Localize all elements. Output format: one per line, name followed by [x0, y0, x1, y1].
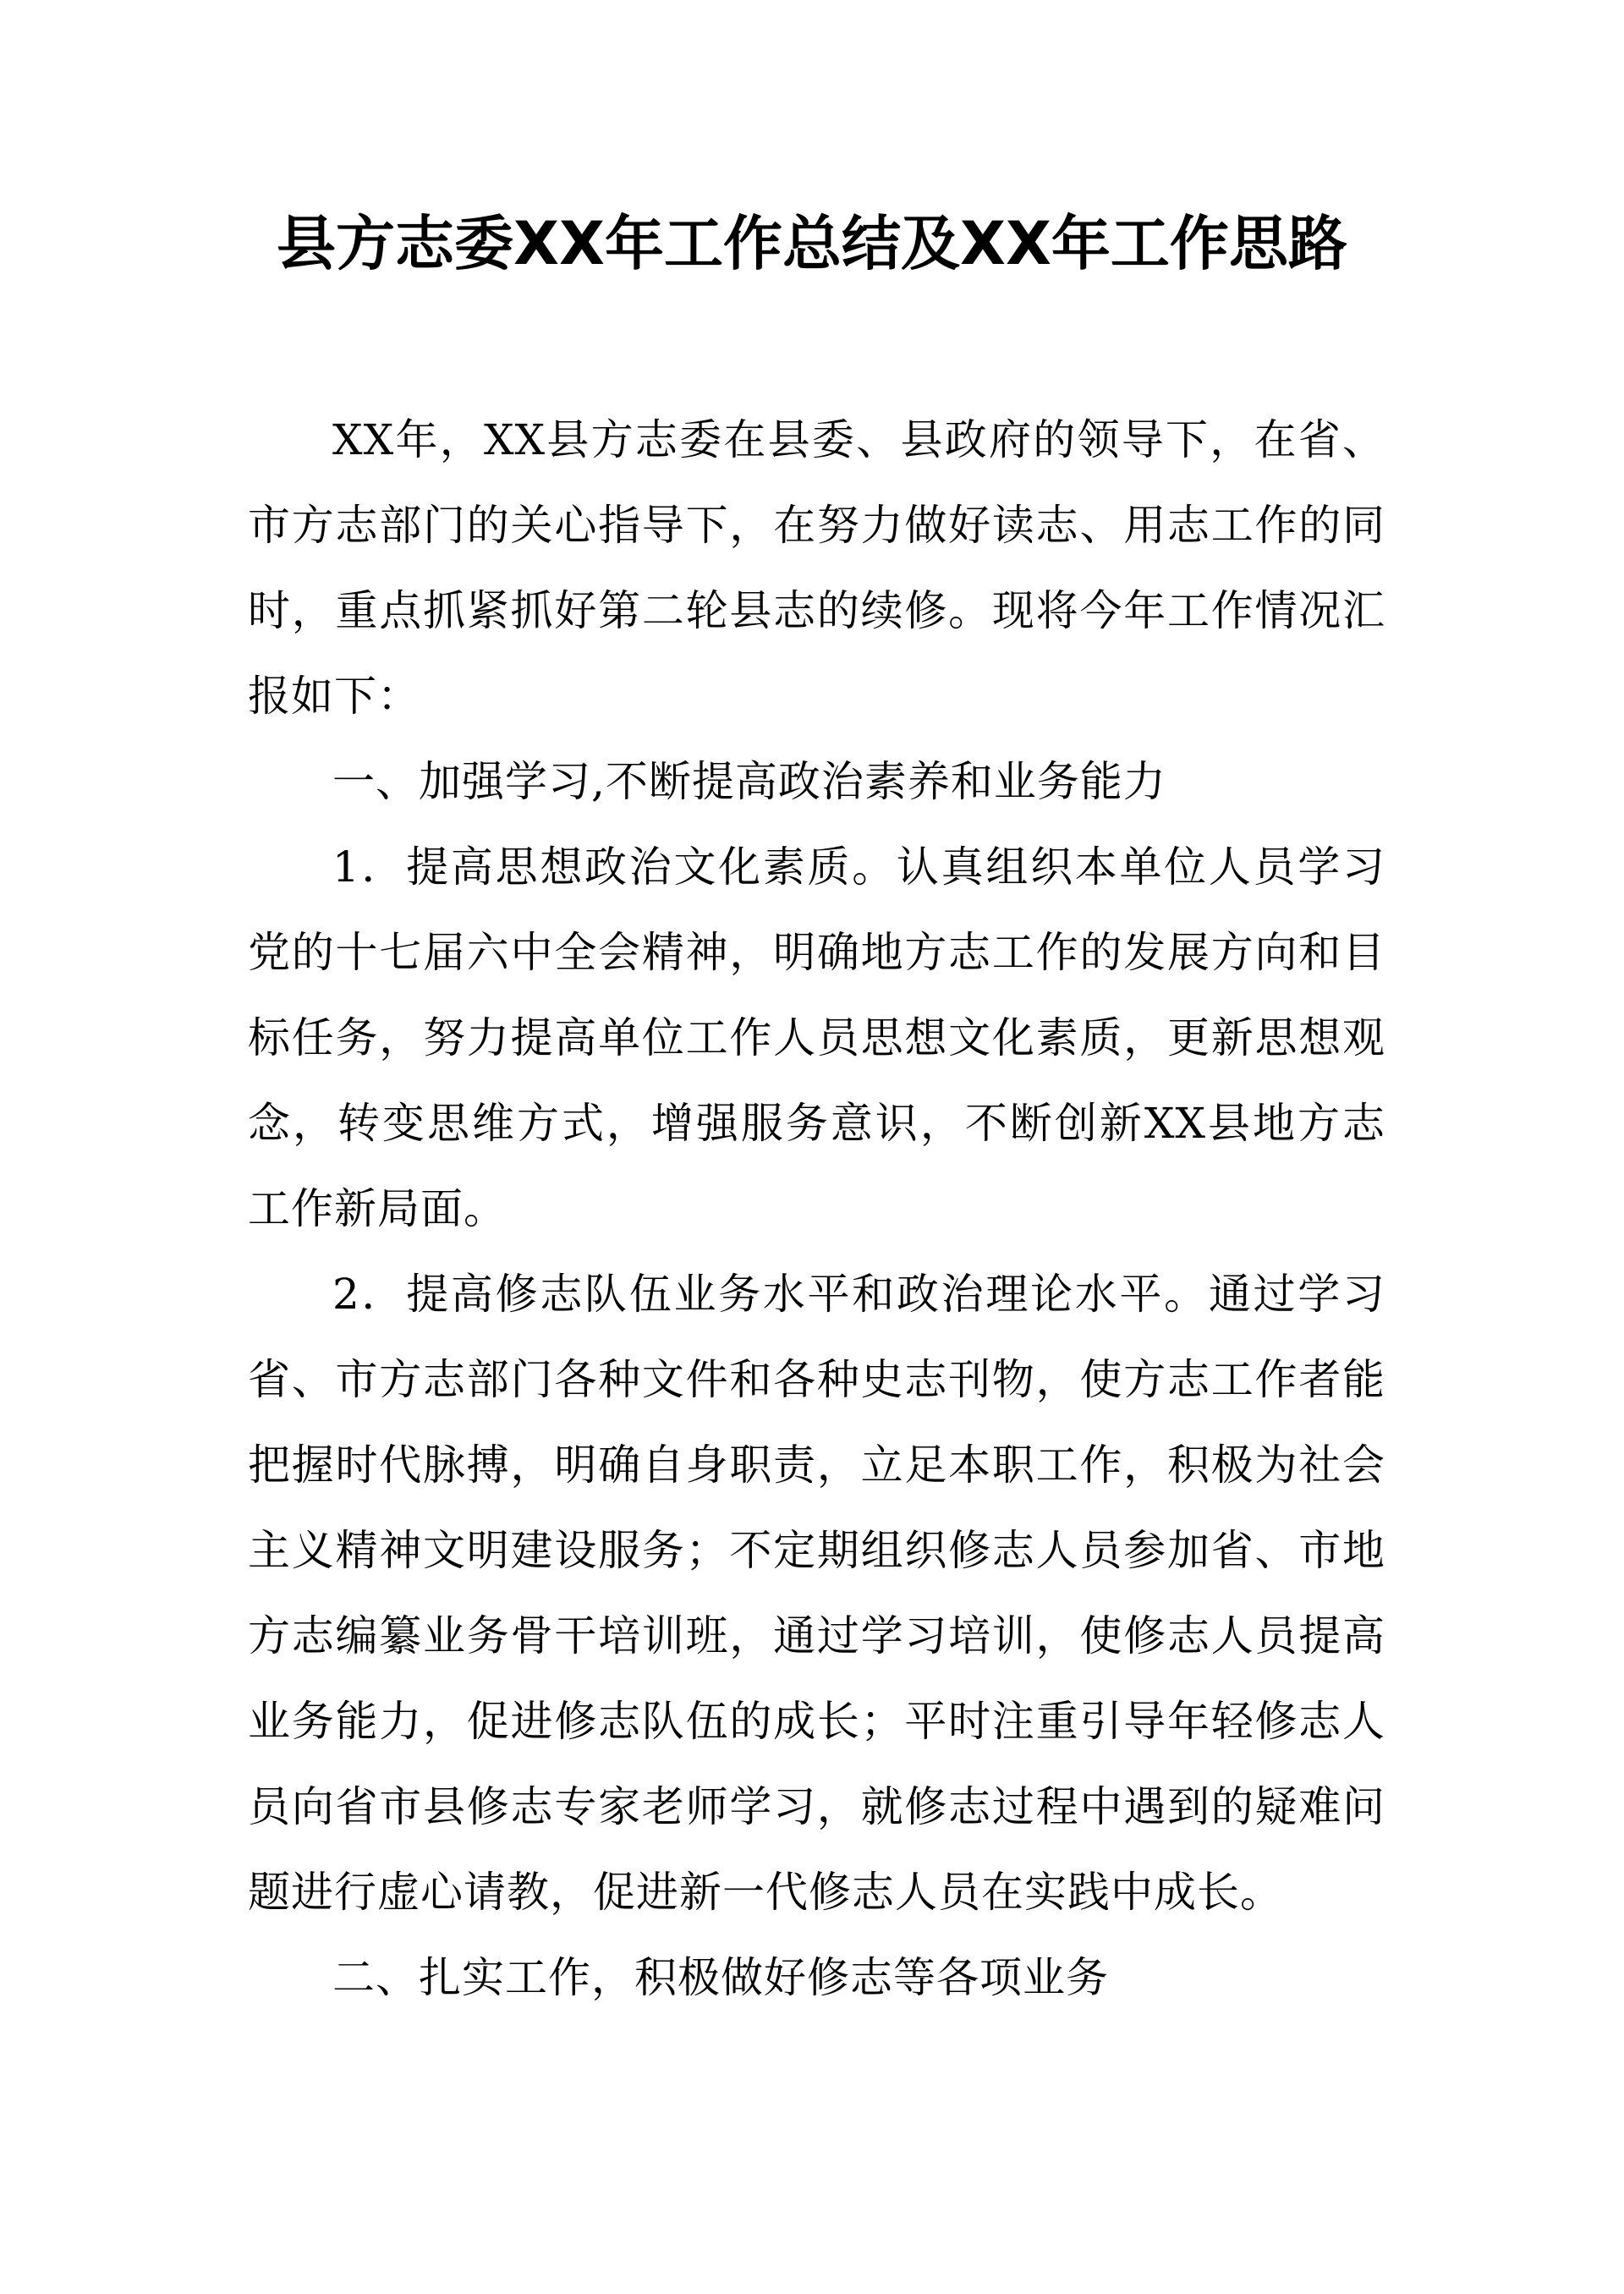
- document-body: [248, 398, 1385, 2021]
- paragraph-item-2: 2．提高修志队伍业务水平和政治理论水平。通过学习省、市方志部门各种文件和各种史志刊物，使方志工作者能把握时代脉搏，明确自身职责，立足本职工作，积极为社会主义精神文明建设服务；不定期组织修志人员参加省、市地方志编纂业务骨干培训班，通过学习培训，使修志人员提高业务能力，促进修志队伍的成长；平时注重引导年轻修志人员向省市县修志专家老师学习，就修志过程中遇到的疑难问题进行虚心请教，促进新一代修志人员在实践中成长。: [248, 1270, 1385, 1917]
- section-heading-2: 二、扎实工作，积极做好修志等各项业务: [332, 1953, 1109, 2002]
- section-heading-1: 一、加强学习,不断提高政治素养和业务能力: [332, 757, 1166, 806]
- document-title: 县方志委XX年工作总结及XX年工作思路: [277, 209, 1347, 278]
- paragraph-intro: XX年，XX县方志委在县委、县政府的领导下，在省、市方志部门的关心指导下，在努力做好读志、用志工作的同时，重点抓紧抓好第二轮县志的续修。现将今年工作情况汇报如下：: [248, 415, 1385, 721]
- paragraph-item-1: 1．提高思想政治文化素质。认真组织本单位人员学习党的十七届六中全会精神，明确地方志工作的发展方向和目标任务，努力提高单位工作人员思想文化素质，更新思想观念，转变思维方式，增强服务意识，不断创新XX县地方志工作新局面。: [248, 842, 1385, 1233]
